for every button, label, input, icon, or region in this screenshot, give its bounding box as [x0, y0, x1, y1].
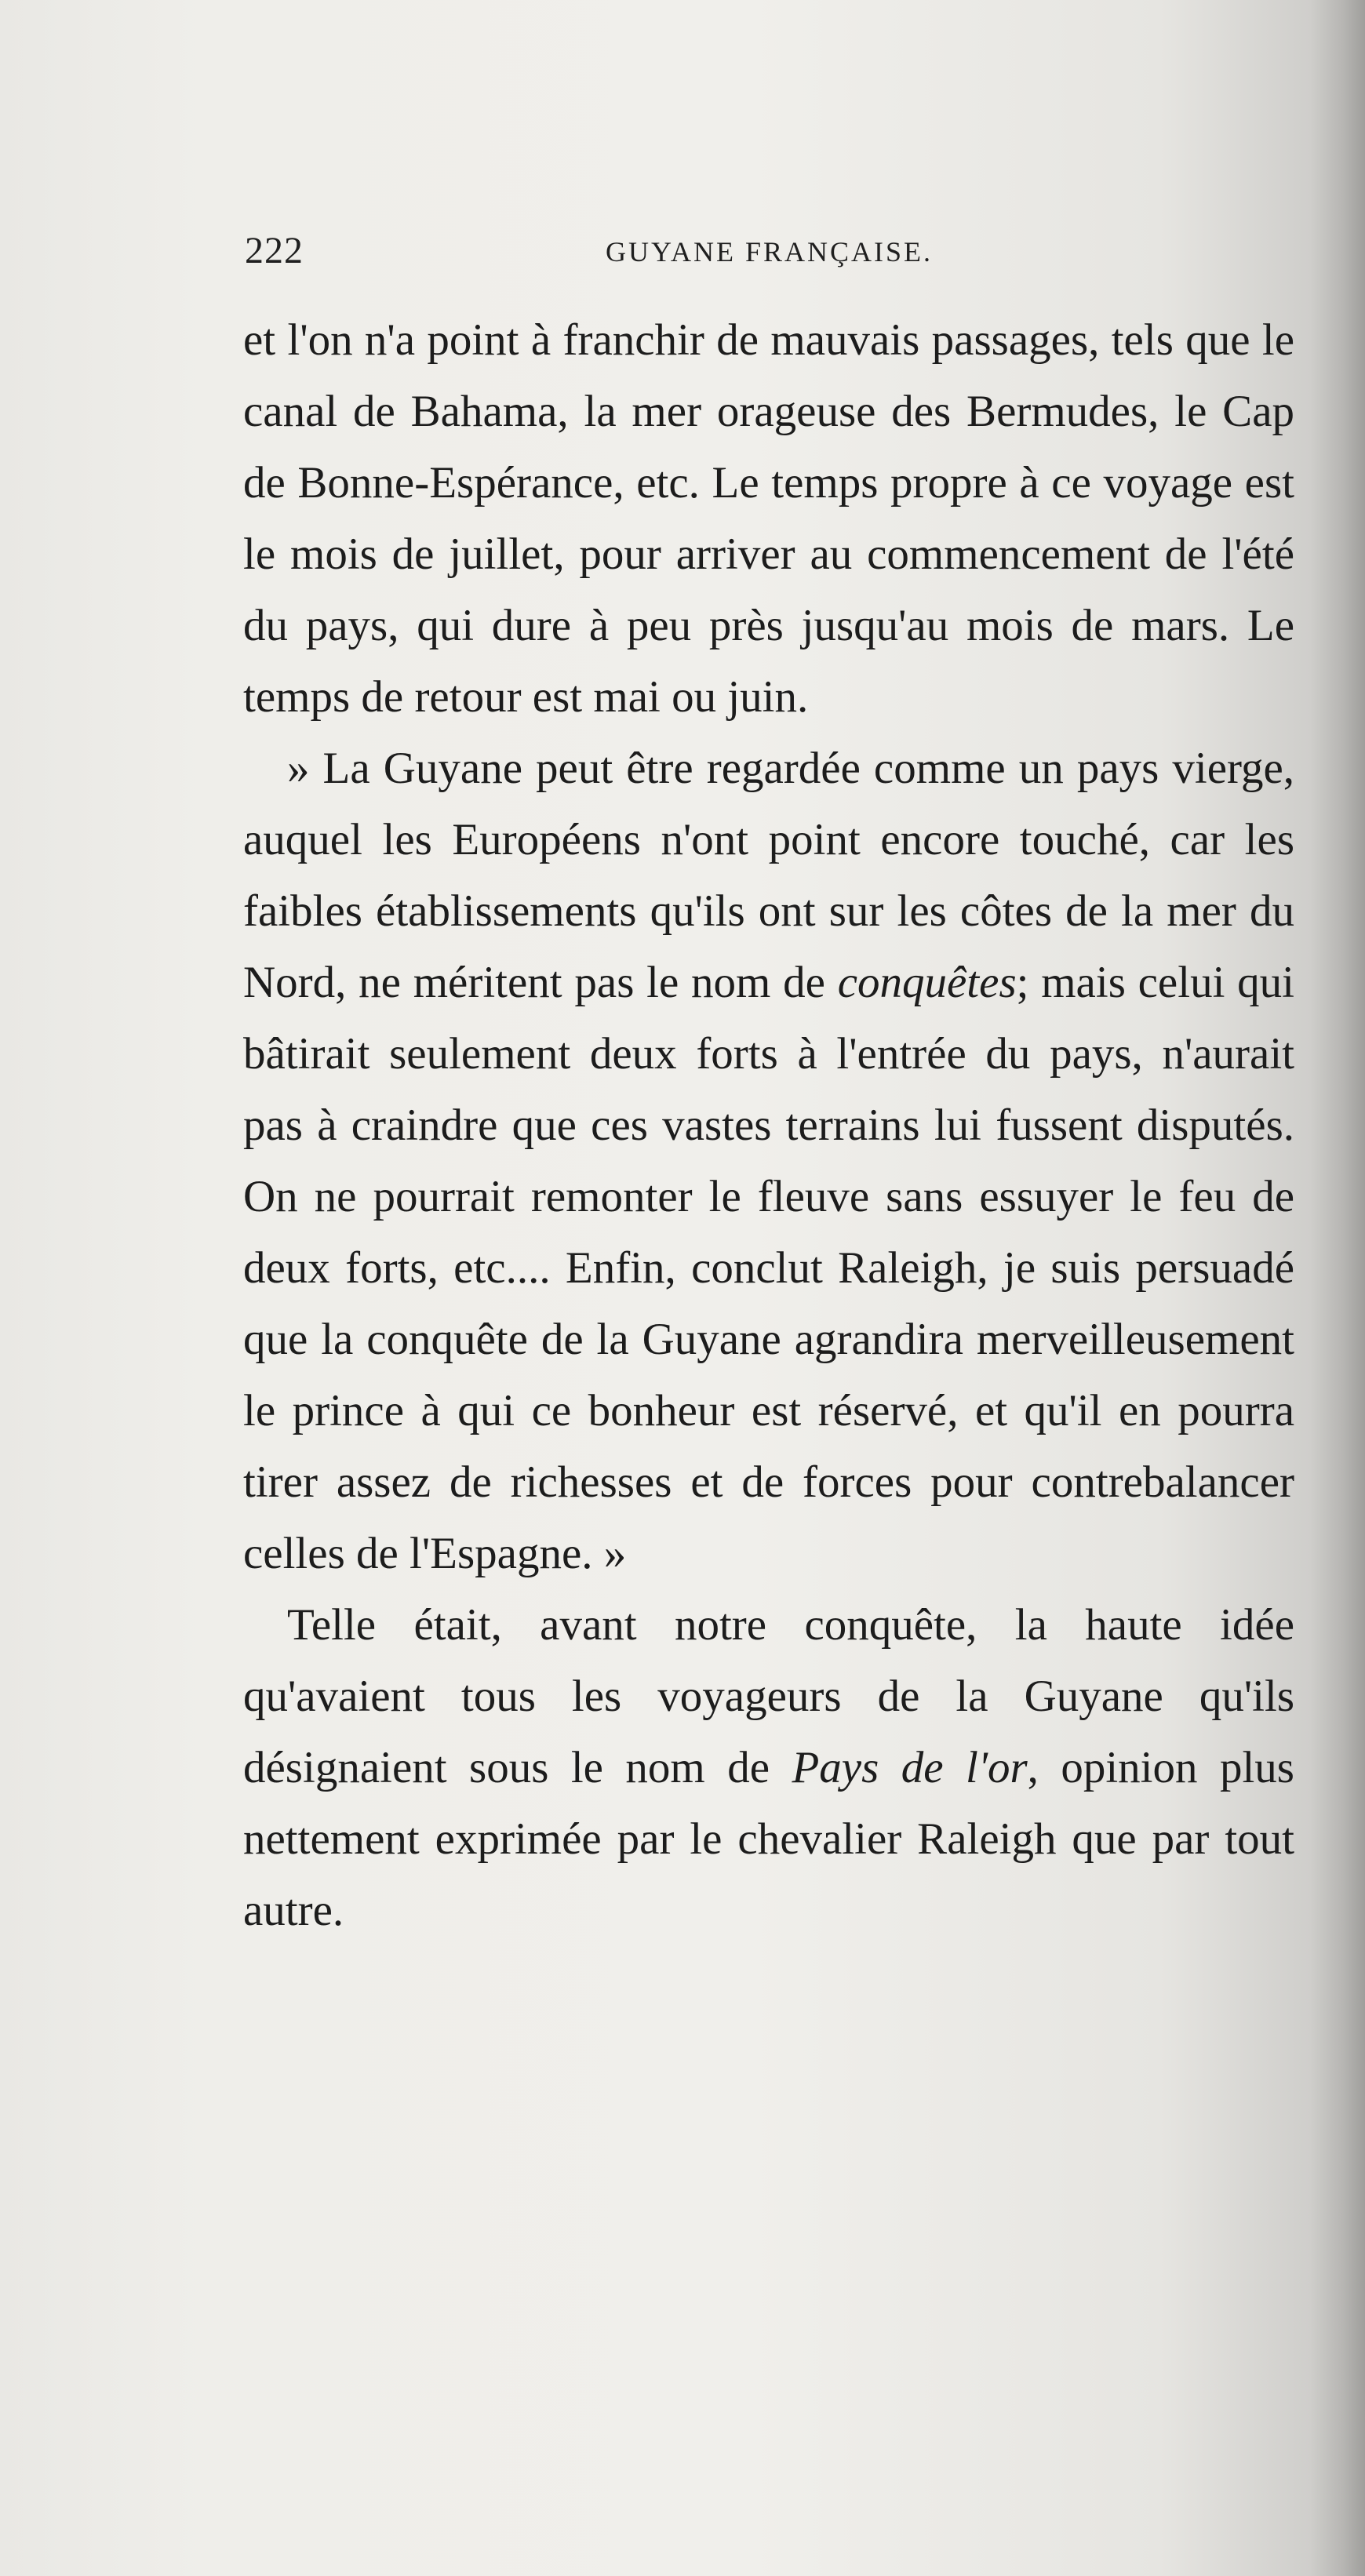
body-text: [243, 304, 1294, 1946]
paragraph-2: [243, 733, 1294, 1589]
page-number: 222: [245, 230, 304, 271]
page-edge-shadow: [1310, 0, 1365, 2576]
paragraph-3-text-start: Telle était, avant notre conquête, la haute idée qu'avaient tous les voyageurs de la Guyane qu'ils désignaient sous le nom de: [243, 1600, 1294, 1792]
paragraph-2-text-end: ; mais celui qui bâtirait seulement deux forts à l'entrée du pays, n'aurait pas à craindre que ces vastes terrains lui fussent disputés. On ne pourrait remonter le fleuve sans essuyer le feu de deux forts, etc.... Enfin, conclut Raleigh, je suis persuadé que la conquête de la Guyane agrandira merveilleusement le prince à qui ce bonheur est réservé, et qu'il en pourra tirer assez de richesses et de forces pour contrebalancer celles de l'Espagne. »: [243, 958, 1295, 1578]
paragraph-1: [243, 304, 1294, 733]
paragraph-3: [243, 1589, 1294, 1946]
paragraph-2-italic: conquêtes: [837, 958, 1017, 1007]
paragraph-3-text-end: , opinion plus nettement exprimée par le chevalier Raleigh que par tout autre.: [243, 1743, 1294, 1935]
paragraph-1-text: et l'on n'a point à franchir de mauvais passages, tels que le canal de Bahama, la mer orageuse des Bermudes, le Cap de Bonne-Espérance, etc. Le temps propre à ce voyage est le mois de juillet, pour arriver au commencement de l'été du pays, qui dure à peu près jusqu'au mois de mars. Le temps de retour est mai ou juin.: [243, 315, 1294, 722]
paragraph-3-italic: Pays de l'or: [792, 1743, 1028, 1792]
running-title: GUYANE FRANÇAISE.: [606, 236, 934, 267]
running-header: [245, 229, 1265, 284]
paragraph-2-text-start: » La Guyane peut être regardée comme un pays vierge, auquel les Européens n'ont point encore touché, car les faibles établissements qu'ils ont sur les côtes de la mer du Nord, ne méritent pas le nom de: [243, 744, 1294, 1007]
